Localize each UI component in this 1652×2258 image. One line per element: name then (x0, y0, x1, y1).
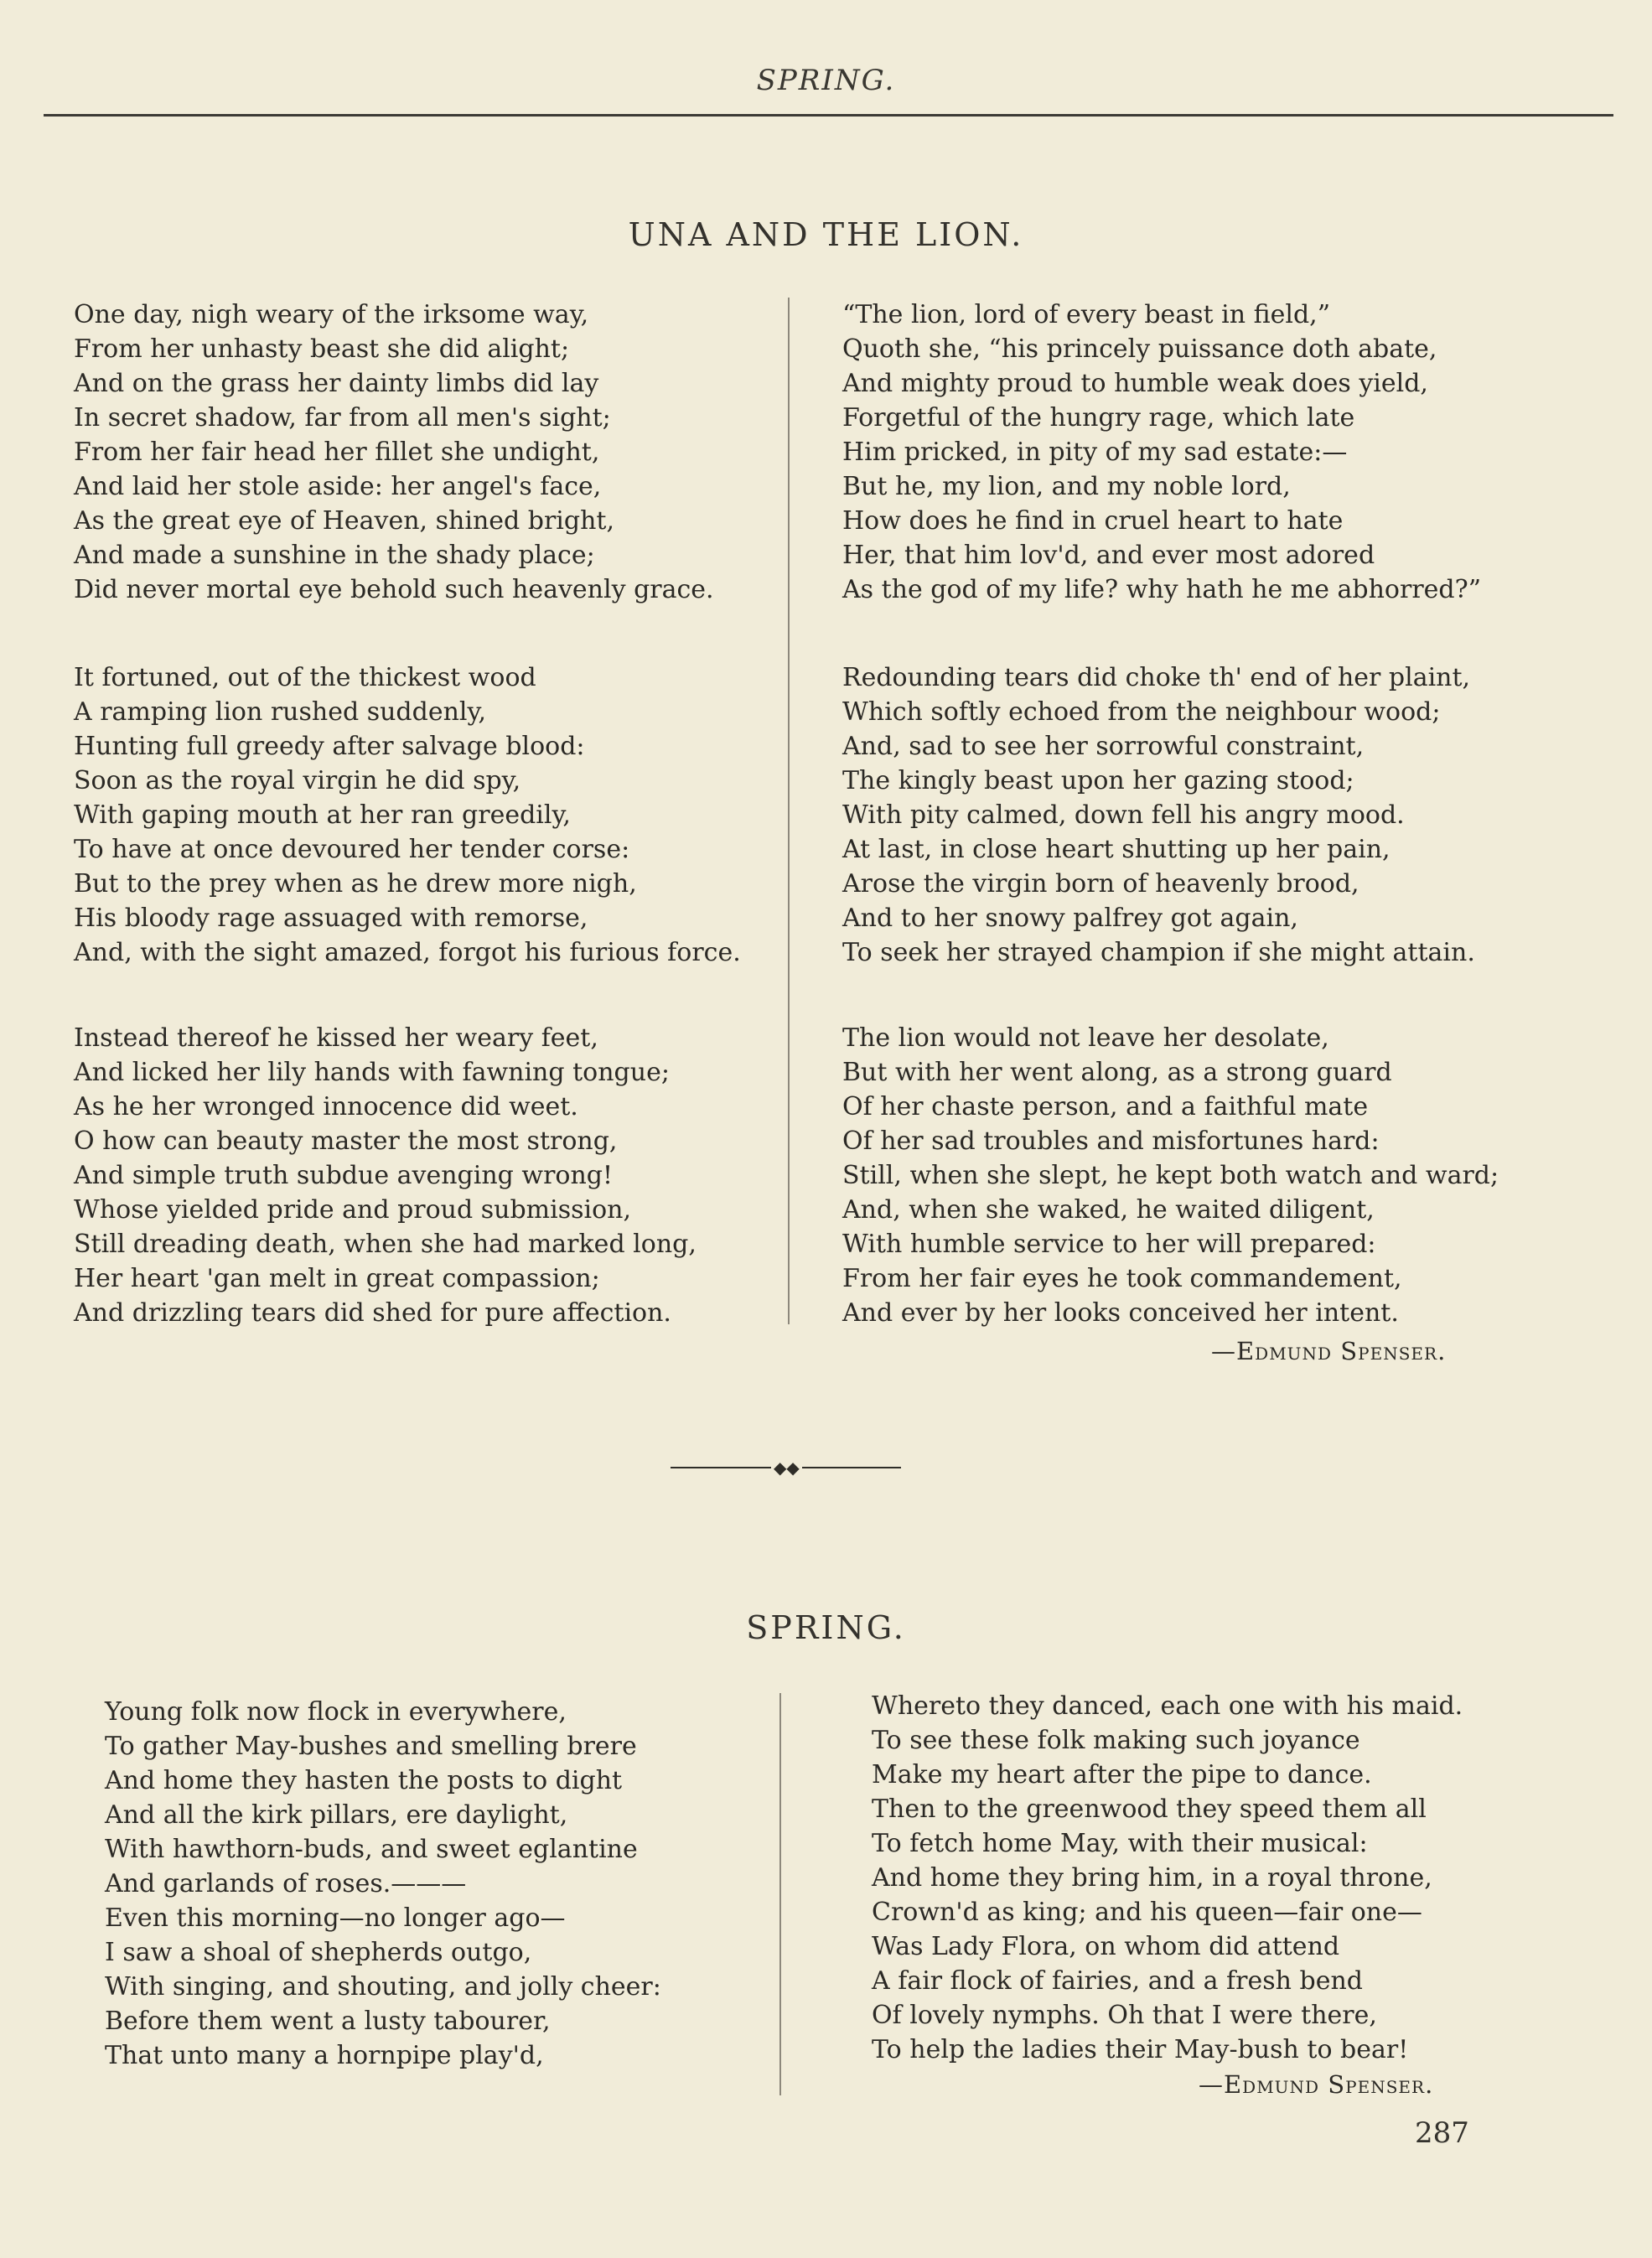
verse-line: With pity calmed, down fell his angry mood. (842, 800, 1405, 830)
verse-line: As he her wronged innocence did weet. (74, 1092, 578, 1121)
verse-line: Still, when she slept, he kept both watch and ward; (842, 1161, 1499, 1190)
verse-line: With humble service to her will prepared: (842, 1230, 1376, 1259)
verse-line: And, sad to see her sorrowful constraint, (842, 732, 1365, 761)
verse-line: Then to the greenwood they speed them all (872, 1794, 1427, 1824)
stanza-1 (74, 298, 714, 607)
verse-line: Which softly echoed from the neighbour wood; (842, 697, 1441, 727)
poem-title-una: UNA AND THE LION. (628, 216, 1024, 253)
verse-line: Still dreading death, when she had marked long, (74, 1230, 697, 1259)
verse-line: In secret shadow, far from all men's sight; (74, 403, 611, 432)
verse-line: And drizzling tears did shed for pure affection. (74, 1298, 671, 1328)
verse-line: But to the prey when as he drew more nigh, (74, 869, 637, 899)
verse-line: But with her went along, as a strong guard (842, 1058, 1392, 1087)
verse-line: To see these folk making such joyance (872, 1726, 1360, 1755)
spring-right-column (872, 1689, 1463, 2067)
verse-line: “The lion, lord of every beast in field,” (842, 300, 1331, 329)
verse-line: Hunting full greedy after salvage blood: (74, 732, 585, 761)
verse-line: Instead thereof he kissed her weary feet, (74, 1023, 598, 1053)
section-ornament (671, 1458, 901, 1479)
verse-line: With hawthorn-buds, and sweet eglantine (105, 1835, 638, 1864)
verse-line: From her fair eyes he took commandement, (842, 1264, 1402, 1293)
stanza-4 (842, 298, 1481, 607)
verse-line: Her heart 'gan melt in great compassion; (74, 1264, 600, 1293)
verse-line: To seek her strayed champion if she might attain. (842, 938, 1475, 967)
verse-line: Of her chaste person, and a faithful mate (842, 1092, 1369, 1121)
verse-line: His bloody rage assuaged with remorse, (74, 904, 588, 933)
verse-line: Of her sad troubles and misfortunes hard: (842, 1126, 1380, 1156)
stanza-3 (74, 1021, 697, 1330)
stanza-2 (74, 660, 741, 970)
verse-line: Before them went a lusty tabourer, (105, 2007, 551, 2036)
verse-line: And to her snowy palfrey got again, (842, 904, 1298, 933)
verse-line: The lion would not leave her desolate, (842, 1023, 1329, 1053)
attribution-spring: —Edmund Spenser. (1199, 2070, 1434, 2099)
verse-line: Crown'd as king; and his queen—fair one— (872, 1898, 1422, 1927)
verse-line: And mighty proud to humble weak does yield, (842, 369, 1428, 398)
verse-line: Was Lady Flora, on whom did attend (872, 1932, 1340, 1961)
verse-line: At last, in close heart shutting up her pain, (842, 835, 1390, 864)
verse-line: And simple truth subdue avenging wrong! (74, 1161, 614, 1190)
verse-line: Whereto they danced, each one with his maid. (872, 1691, 1463, 1721)
column-divider (788, 298, 790, 1324)
verse-line: To gather May-bushes and smelling brere (105, 1732, 637, 1761)
column-divider (779, 1693, 781, 2095)
verse-line: A ramping lion rushed suddenly, (74, 697, 487, 727)
verse-line: With singing, and shouting, and jolly cheer: (105, 1972, 661, 2002)
verse-line: Make my heart after the pipe to dance. (872, 1760, 1372, 1789)
verse-line: Her, that him lov'd, and ever most adored (842, 541, 1375, 570)
verse-line: From her fair head her fillet she undight, (74, 438, 600, 467)
verse-line: Him pricked, in pity of my sad estate:— (842, 438, 1348, 467)
verse-line: As the great eye of Heaven, shined bright, (74, 506, 615, 536)
verse-line: Arose the virgin born of heavenly brood, (842, 869, 1359, 899)
diamond-ornament-icon: ◆◆ (771, 1459, 802, 1476)
verse-line: Whose yielded pride and proud submission, (74, 1195, 632, 1225)
verse-line: But he, my lion, and my noble lord, (842, 472, 1291, 501)
verse-line: And ever by her looks conceived her intent. (842, 1298, 1399, 1328)
verse-line: The kingly beast upon her gazing stood; (842, 766, 1354, 795)
verse-line: To fetch home May, with their musical: (872, 1829, 1368, 1858)
header-rule (44, 114, 1613, 117)
verse-line: And all the kirk pillars, ere daylight, (105, 1800, 568, 1830)
verse-line: As the god of my life? why hath he me abhorred?” (842, 575, 1482, 604)
verse-line: From her unhasty beast she did alight; (74, 334, 570, 364)
verse-line: To help the ladies their May-bush to bear! (872, 2035, 1409, 2064)
verse-line: One day, nigh weary of the irksome way, (74, 300, 589, 329)
poem-title-spring: SPRING. (746, 1609, 906, 1646)
verse-line: And made a sunshine in the shady place; (74, 541, 595, 570)
verse-line: And laid her stole aside: her angel's face, (74, 472, 602, 501)
attribution-una: —Edmund Spenser. (1211, 1337, 1447, 1365)
verse-line: Did never mortal eye behold such heavenly grace. (74, 575, 714, 604)
verse-line: Soon as the royal virgin he did spy, (74, 766, 521, 795)
verse-line: Young folk now flock in everywhere, (105, 1697, 567, 1727)
verse-line: And garlands of roses.——— (105, 1869, 467, 1898)
verse-line: O how can beauty master the most strong, (74, 1126, 618, 1156)
verse-line: Redounding tears did choke th' end of her plaint, (842, 663, 1471, 692)
stanza-6 (842, 1021, 1499, 1330)
verse-line: How does he find in cruel heart to hate (842, 506, 1344, 536)
verse-line: And, when she waked, he waited diligent, (842, 1195, 1375, 1225)
verse-line: And home they bring him, in a royal throne, (872, 1863, 1432, 1893)
verse-line: Quoth she, “his princely puissance doth abate, (842, 334, 1437, 364)
verse-line: Of lovely nymphs. Oh that I were there, (872, 2001, 1377, 2030)
verse-line: Even this morning—no longer ago— (105, 1903, 566, 1933)
verse-line: A fair flock of fairies, and a fresh bend (872, 1966, 1363, 1996)
running-head: SPRING. (756, 64, 896, 97)
verse-line: And, with the sight amazed, forgot his furious force. (74, 938, 741, 967)
verse-line: And on the grass her dainty limbs did lay (74, 369, 599, 398)
stanza-5 (842, 660, 1475, 970)
verse-line: And licked her lily hands with fawning tongue; (74, 1058, 670, 1087)
verse-line: To have at once devoured her tender corse: (74, 835, 630, 864)
verse-line: It fortuned, out of the thickest wood (74, 663, 536, 692)
verse-line: I saw a shoal of shepherds outgo, (105, 1938, 532, 1967)
page-number: 287 (1415, 2116, 1469, 2150)
verse-line: Forgetful of the hungry rage, which late (842, 403, 1355, 432)
verse-line: With gaping mouth at her ran greedily, (74, 800, 571, 830)
verse-line: That unto many a hornpipe play'd, (105, 2041, 544, 2070)
verse-line: And home they hasten the posts to dight (105, 1766, 623, 1795)
spring-left-column (105, 1695, 661, 2073)
